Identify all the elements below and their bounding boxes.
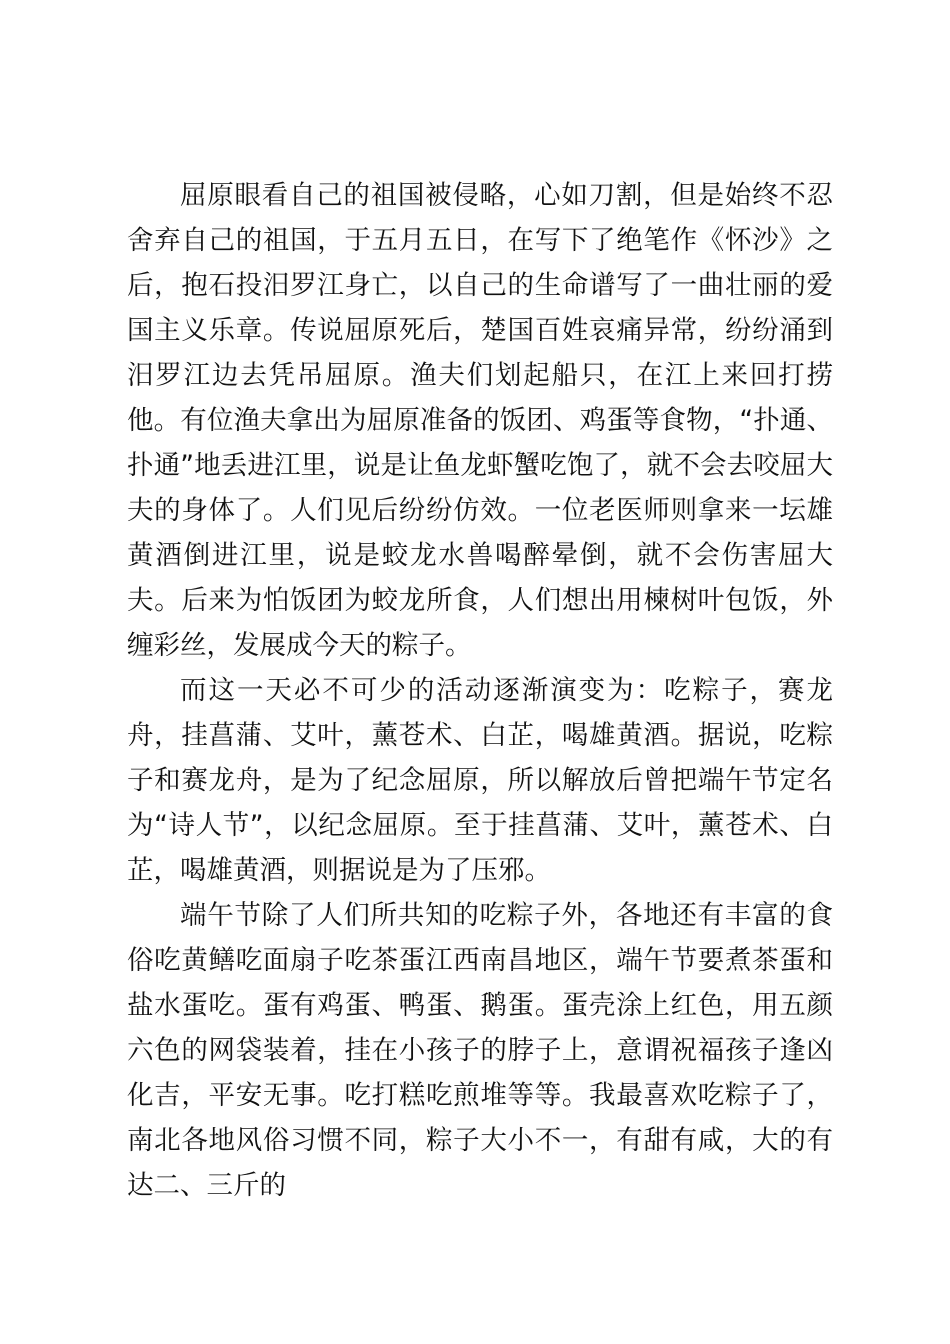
paragraph-food-customs: 端午节除了人们所共知的吃粽子外，各地还有丰富的食俗吃黄鳝吃面扇子吃茶蛋江西南昌地区，端午节要煮茶蛋和盐水蛋吃。蛋有鸡蛋、鸭蛋、鹅蛋。蛋壳涂上红色，用五颜六色的网袋装着，挂在小孩子的脖子上，意谓祝福孩子逢凶化吉，平安无事。吃打糕吃煎堆等等。我最喜欢吃粽子了，南北各地风俗习惯不同，粽子大小不一，有甜有咸，大的有达二、三斤的 (127, 900, 833, 1201)
document-body (127, 173, 833, 1208)
paragraph-qu-yuan-legend: 屈原眼看自己的祖国被侵略，心如刀割，但是始终不忍舍弃自己的祖国，于五月五日，在写下了绝笔作《怀沙》之后，抱石投汨罗江身亡，以自己的生命谱写了一曲壮丽的爱国主义乐章。传说屈原死后，楚国百姓哀痛异常，纷纷涌到汨罗江边去凭吊屈原。渔夫们划起船只，在江上来回打捞他。有位渔夫拿出为屈原准备的饭团、鸡蛋等食物，“扑通、扑通”地丢进江里，说是让鱼龙虾蟹吃饱了，就不会去咬屈大夫的身体了。人们见后纷纷仿效。一位老医师则拿来一坛雄黄酒倒进江里，说是蛟龙水兽喝醉晕倒，就不会伤害屈大夫。后来为怕饭团为蛟龙所食，人们想出用楝树叶包饭，外缠彩丝，发展成今天的粽子。 (127, 180, 833, 661)
paragraph-festival-activities: 而这一天必不可少的活动逐渐演变为：吃粽子，赛龙舟，挂菖蒲、艾叶，薰苍术、白芷，喝雄黄酒。据说，吃粽子和赛龙舟，是为了纪念屈原，所以解放后曾把端午节定名为“诗人节”，以纪念屈原。至于挂菖蒲、艾叶，薰苍术、白芷，喝雄黄酒，则据说是为了压邪。 (127, 675, 833, 886)
